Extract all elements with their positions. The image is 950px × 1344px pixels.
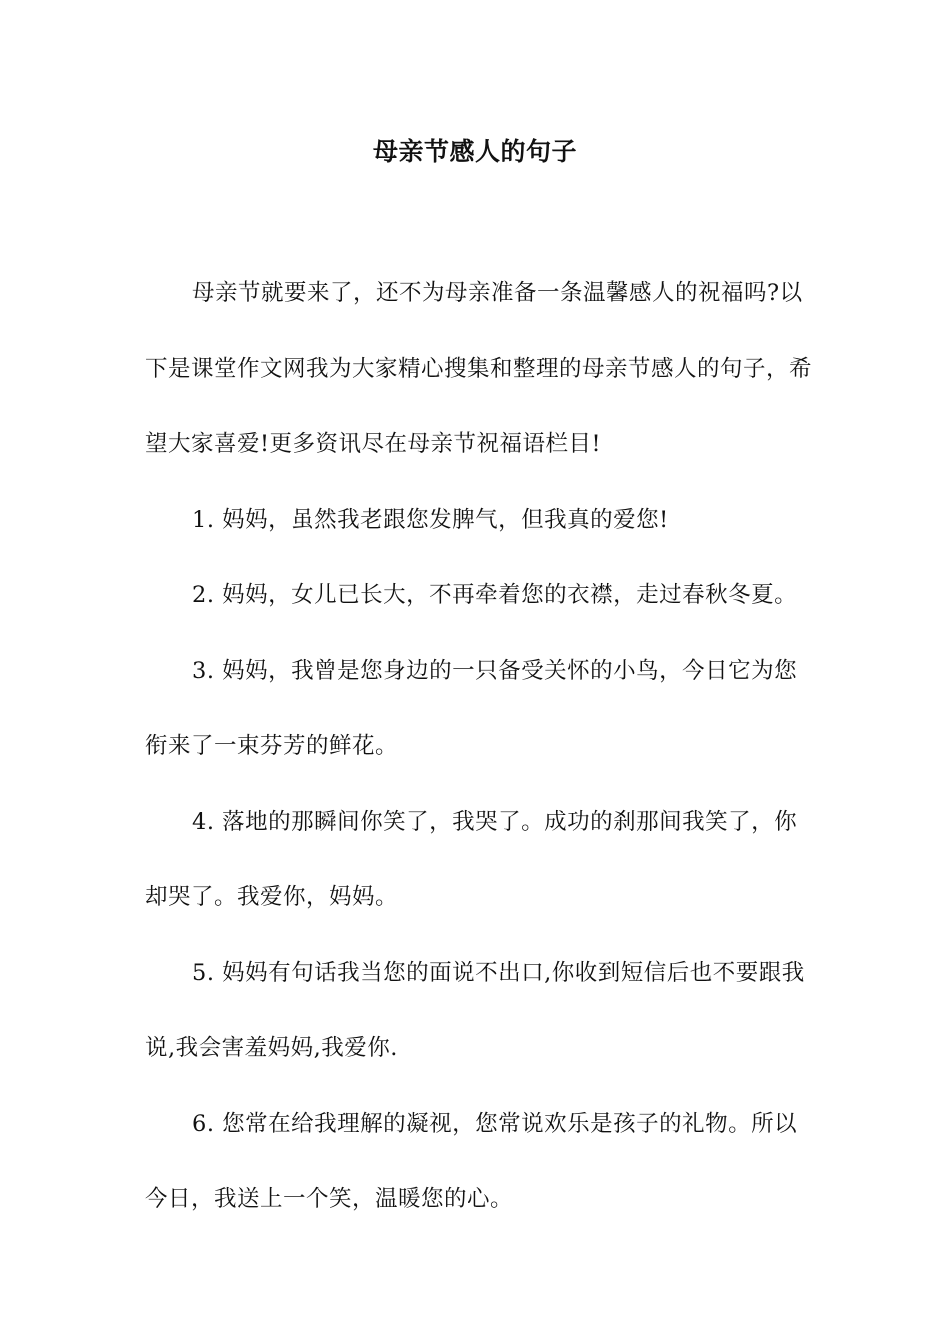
list-item: 5. 妈妈有句话我当您的面说不出口,你收到短信后也不要跟我说,我会害羞妈妈,我爱你. <box>145 959 805 1061</box>
list-item: 2. 妈妈，女儿已长大，不再牵着您的衣襟，走过春秋冬夏。 <box>192 582 798 608</box>
list-item: 3. 妈妈，我曾是您身边的一只备受关怀的小鸟，今日它为您衔来了一束芬芳的鲜花。 <box>145 657 798 759</box>
list-item: 1. 妈妈，虽然我老跟您发脾气，但我真的爱您! <box>192 506 669 533</box>
list-item: 4. 落地的那瞬间你笑了，我哭了。成功的刹那间我笑了，你却哭了。我爱你，妈妈。 <box>145 808 798 910</box>
list-item: 6. 您常在给我理解的凝视，您常说欢乐是孩子的礼物。所以今日，我送上一个笑，温暖您的心。 <box>145 1110 798 1212</box>
document-title: 母亲节感人的句子 <box>372 137 577 166</box>
intro-paragraph: 母亲节就要来了，还不为母亲准备一条温馨感人的祝福吗?以下是课堂作文网我为大家精心搜集和整理的母亲节感人的句子，希望大家喜爱!更多资讯尽在母亲节祝福语栏目! <box>145 280 813 457</box>
document-body <box>145 256 815 1238</box>
